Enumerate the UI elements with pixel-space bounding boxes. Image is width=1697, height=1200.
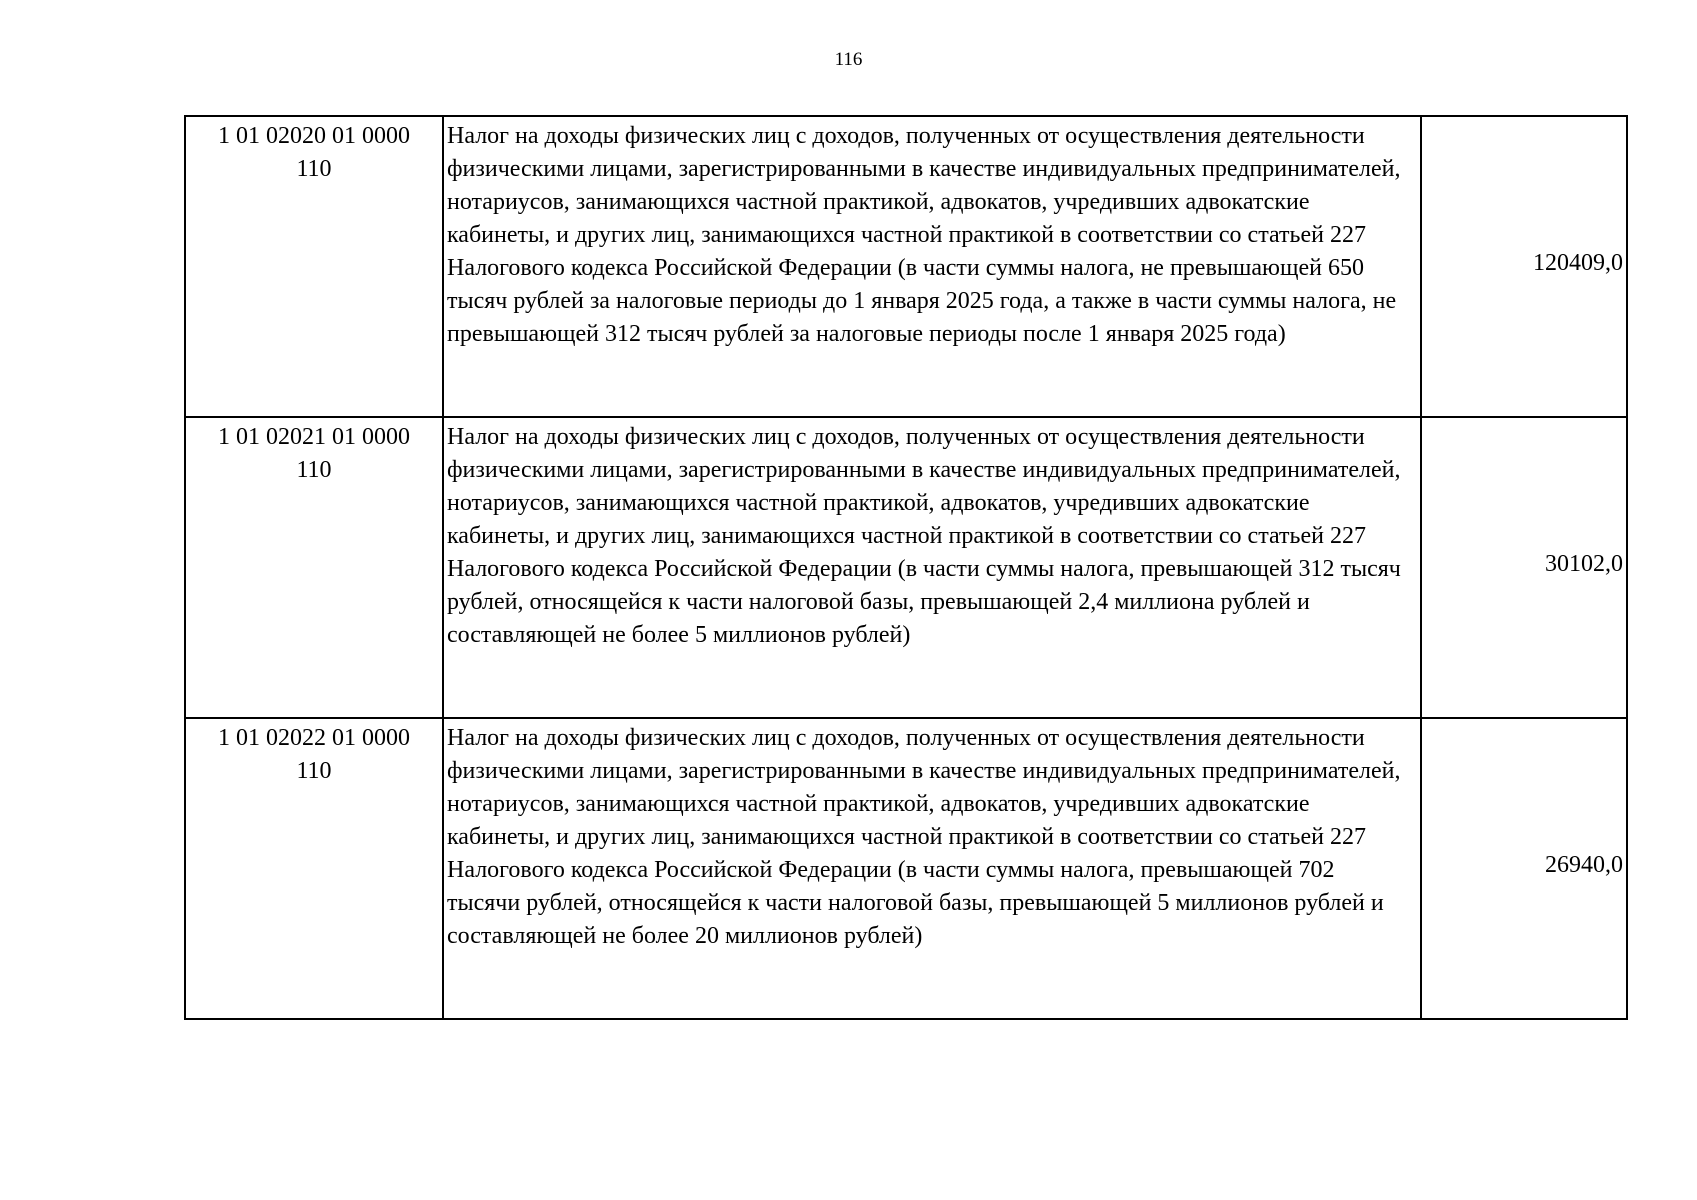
page-number: 116 (834, 49, 863, 70)
budget-revenue-table (184, 115, 1628, 1020)
amount-cell (1421, 116, 1627, 417)
revenue-name: Налог на доходы физических лиц с доходов, полученных от осуществления деятельности физическими лицами, зарегистрированными в качестве индивидуальных предпринимателей, нотариусов, занимающихся частной практикой, адвокатов, учредивших адвокатские кабинеты, и других лиц, занимающихся частной практикой в соответствии со статьей 227 Налогового кодекса Российской Федерации (в части суммы налога, не превышающей 650 тысяч рублей за налоговые периоды до 1 января 2025 года, а также в части суммы налога, не превышающей 312 тысяч рублей за налоговые периоды после 1 января 2025 года) (447, 123, 1401, 347)
amount-value: 30102,0 (1545, 551, 1623, 577)
amount-value: 26940,0 (1545, 852, 1623, 878)
revenue-name: Налог на доходы физических лиц с доходов, полученных от осуществления деятельности физическими лицами, зарегистрированными в качестве индивидуальных предпринимателей, нотариусов, занимающихся частной практикой, адвокатов, учредивших адвокатские кабинеты, и других лиц, занимающихся частной практикой в соответствии со статьей 227 Налогового кодекса Российской Федерации (в части суммы налога, превышающей 312 тысяч рублей, относящейся к части налоговой базы, превышающей 2,4 миллиона рублей и составляющей не более 5 миллионов рублей) (447, 424, 1401, 648)
budget-code: 1 01 02022 01 0000 110 (218, 725, 410, 784)
amount-cell (1421, 417, 1627, 718)
amount-value: 120409,0 (1533, 250, 1623, 276)
budget-code-cell (185, 417, 443, 718)
table-row (185, 116, 1627, 417)
budget-code-cell (185, 116, 443, 417)
table-row (185, 417, 1627, 718)
budget-code: 1 01 02021 01 0000 110 (218, 424, 410, 483)
revenue-name: Налог на доходы физических лиц с доходов, полученных от осуществления деятельности физическими лицами, зарегистрированными в качестве индивидуальных предпринимателей, нотариусов, занимающихся частной практикой, адвокатов, учредивших адвокатские кабинеты, и других лиц, занимающихся частной практикой в соответствии со статьей 227 Налогового кодекса Российской Федерации (в части суммы налога, превышающей 702 тысячи рублей, относящейся к части налоговой базы, превышающей 5 миллионов рублей и составляющей не более 20 миллионов рублей) (447, 725, 1401, 949)
amount-cell (1421, 718, 1627, 1019)
budget-code: 1 01 02020 01 0000 110 (218, 123, 410, 182)
table-row (185, 718, 1627, 1019)
revenue-name-cell (443, 718, 1421, 1019)
revenue-name-cell (443, 417, 1421, 718)
revenue-name-cell (443, 116, 1421, 417)
budget-code-cell (185, 718, 443, 1019)
